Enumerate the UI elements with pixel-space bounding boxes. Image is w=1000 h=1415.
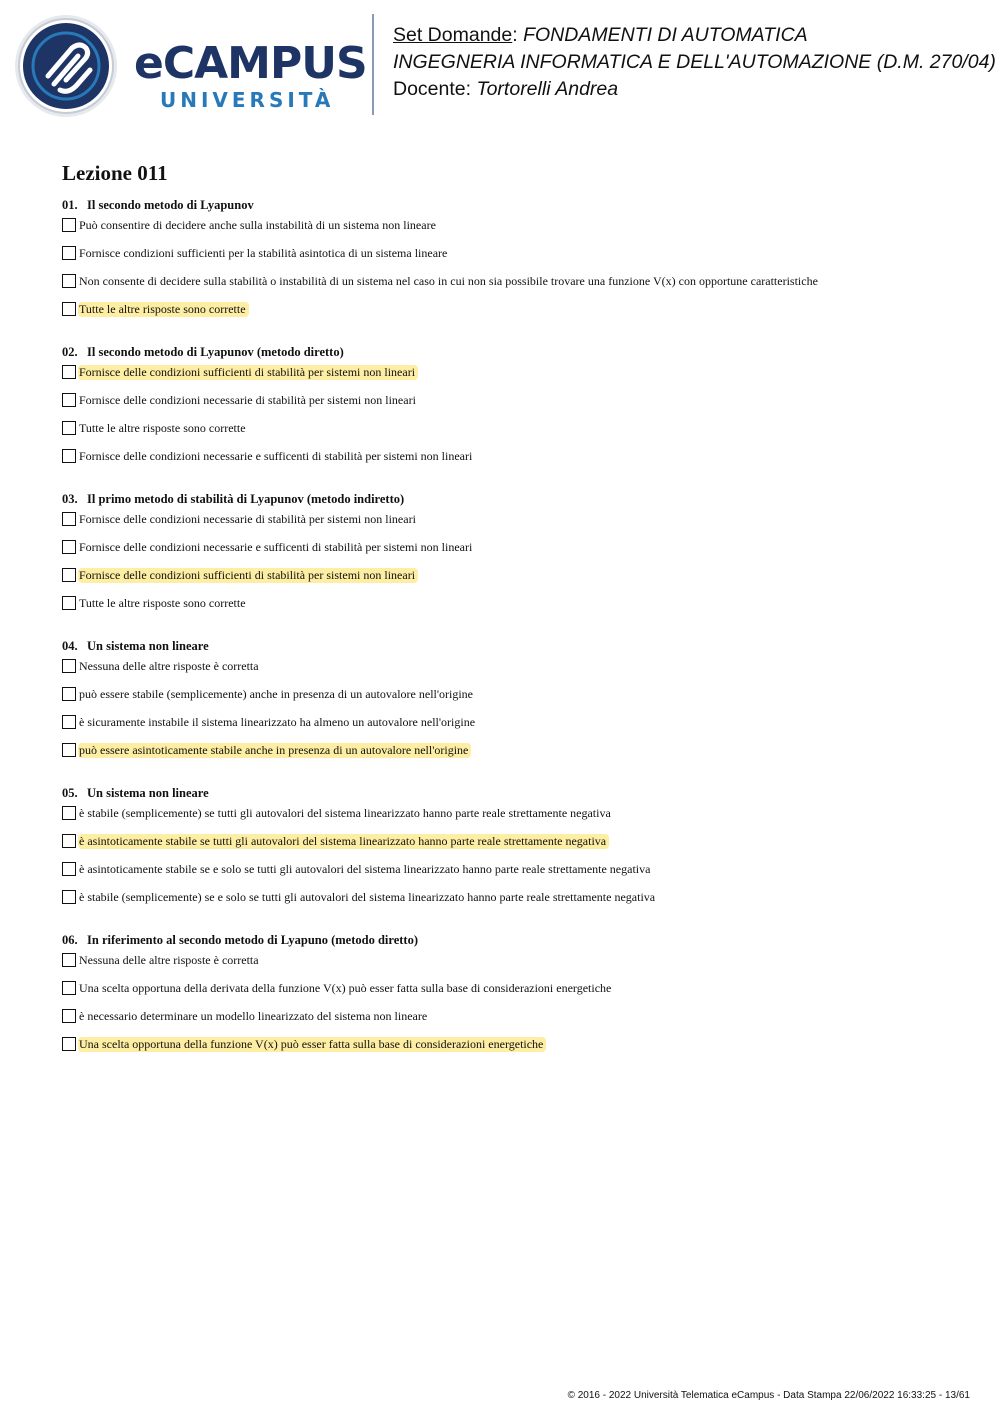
answer-option[interactable] — [62, 246, 962, 274]
question-text: Il secondo metodo di Lyapunov (metodo diretto) — [87, 345, 344, 359]
answer-checkbox[interactable] — [62, 981, 76, 995]
question-block — [62, 490, 962, 624]
logo-subtitle: UNIVERSITÀ — [160, 88, 335, 112]
answer-option[interactable] — [62, 1037, 962, 1065]
answer-text: Tutte le altre risposte sono corrette — [79, 596, 246, 610]
answer-text: Tutte le altre risposte sono corrette — [79, 421, 246, 435]
answer-text: Non consente di decidere sulla stabilità o instabilità di un sistema nel caso in cui non sia possibile trovare una funzione V(x) con opportune caratteristiche — [79, 274, 818, 288]
answer-checkbox[interactable] — [62, 659, 76, 673]
answer-checkbox[interactable] — [62, 834, 76, 848]
question-number: 05. — [62, 786, 78, 800]
answer-option[interactable] — [62, 981, 962, 1009]
answer-text: Fornisce delle condizioni necessarie e sufficenti di stabilità per sistemi non lineari — [79, 449, 473, 463]
answer-text: Fornisce condizioni sufficienti per la stabilità asintotica di un sistema lineare — [79, 246, 448, 260]
answer-option[interactable] — [62, 953, 962, 981]
answer-checkbox[interactable] — [62, 302, 76, 316]
question-title — [62, 784, 962, 806]
answer-checkbox[interactable] — [62, 512, 76, 526]
answer-option[interactable] — [62, 806, 962, 834]
correct-answer-text: Fornisce delle condizioni sufficienti di stabilità per sistemi non lineari — [78, 365, 418, 380]
answer-text: è sicuramente instabile il sistema linearizzato ha almeno un autovalore nell'origine — [79, 715, 476, 729]
question-block — [62, 931, 962, 1065]
answer-option[interactable] — [62, 421, 962, 449]
answer-text: Una scelta opportuna della derivata della funzione V(x) può esser fatta sulla base di considerazioni energetiche — [79, 981, 612, 995]
answer-option[interactable] — [62, 393, 962, 421]
answer-option[interactable] — [62, 274, 962, 302]
answer-option[interactable] — [62, 743, 962, 771]
question-text: Il primo metodo di stabilità di Lyapunov (metodo indiretto) — [87, 492, 405, 506]
course-name: FONDAMENTI DI AUTOMATICA — [523, 24, 808, 46]
answer-checkbox[interactable] — [62, 449, 76, 463]
question-text: Un sistema non lineare — [87, 786, 209, 800]
question-list — [62, 196, 962, 1078]
answer-text: Può consentire di decidere anche sulla instabilità di un sistema non lineare — [79, 218, 436, 232]
question-title — [62, 343, 962, 365]
question-text: In riferimento al secondo metodo di Lyapuno (metodo diretto) — [87, 933, 419, 947]
answer-checkbox[interactable] — [62, 687, 76, 701]
answer-checkbox[interactable] — [62, 596, 76, 610]
answer-checkbox[interactable] — [62, 1009, 76, 1023]
correct-answer-text: Una scelta opportuna della funzione V(x) può esser fatta sulla base di considerazioni energetiche — [78, 1037, 546, 1052]
answer-checkbox[interactable] — [62, 743, 76, 757]
answer-option[interactable] — [62, 596, 962, 624]
answer-text: Nessuna delle altre risposte è corretta — [79, 953, 259, 967]
question-block — [62, 637, 962, 771]
answer-text: è necessario determinare un modello linearizzato del sistema non lineare — [79, 1009, 428, 1023]
answer-checkbox[interactable] — [62, 274, 76, 288]
answer-checkbox[interactable] — [62, 953, 76, 967]
answer-checkbox[interactable] — [62, 715, 76, 729]
question-number: 06. — [62, 933, 78, 947]
answer-checkbox[interactable] — [62, 421, 76, 435]
answer-checkbox[interactable] — [62, 540, 76, 554]
answer-checkbox[interactable] — [62, 218, 76, 232]
header-line-teacher — [393, 76, 996, 103]
question-block — [62, 343, 962, 477]
header-divider — [372, 14, 374, 115]
answer-text: è asintoticamente stabile se e solo se tutti gli autovalori del sistema linearizzato hanno parte reale strettamente negativa — [79, 862, 651, 876]
question-block — [62, 784, 962, 918]
question-number: 01. — [62, 198, 78, 212]
answer-option[interactable] — [62, 540, 962, 568]
answer-option[interactable] — [62, 715, 962, 743]
answer-option[interactable] — [62, 365, 962, 393]
answer-checkbox[interactable] — [62, 246, 76, 260]
header-info — [393, 22, 996, 103]
question-title — [62, 931, 962, 953]
answer-option[interactable] — [62, 449, 962, 477]
teacher-name: Tortorelli Andrea — [476, 78, 619, 100]
answer-option[interactable] — [62, 218, 962, 246]
question-number: 02. — [62, 345, 78, 359]
answer-option[interactable] — [62, 687, 962, 715]
answer-checkbox[interactable] — [62, 568, 76, 582]
correct-answer-text: Tutte le altre risposte sono corrette — [78, 302, 249, 317]
set-separator: : — [512, 24, 524, 46]
set-label: Set Domande — [393, 24, 513, 46]
logo-wordmark: eCAMPUS — [134, 38, 367, 89]
answer-option[interactable] — [62, 659, 962, 687]
question-block — [62, 196, 962, 330]
answer-option[interactable] — [62, 302, 962, 330]
answer-text: Fornisce delle condizioni necessarie e sufficenti di stabilità per sistemi non lineari — [79, 540, 473, 554]
correct-answer-text: è asintoticamente stabile se tutti gli autovalori del sistema linearizzato hanno parte reale strettamente negativa — [78, 834, 609, 849]
page-header — [0, 0, 1000, 130]
answer-option[interactable] — [62, 862, 962, 890]
answer-text: Fornisce delle condizioni necessarie di stabilità per sistemi non lineari — [79, 393, 416, 407]
answer-checkbox[interactable] — [62, 1037, 76, 1051]
answer-option[interactable] — [62, 512, 962, 540]
answer-option[interactable] — [62, 890, 962, 918]
question-text: Un sistema non lineare — [87, 639, 209, 653]
answer-option[interactable] — [62, 1009, 962, 1037]
ecampus-logo — [14, 14, 367, 118]
answer-checkbox[interactable] — [62, 806, 76, 820]
question-title — [62, 490, 962, 512]
ecampus-logo-icon — [14, 14, 118, 118]
answer-checkbox[interactable] — [62, 890, 76, 904]
answer-checkbox[interactable] — [62, 365, 76, 379]
correct-answer-text: può essere asintoticamente stabile anche in presenza di un autovalore nell'origine — [78, 743, 471, 758]
answer-text: è stabile (semplicemente) se tutti gli autovalori del sistema linearizzato hanno parte reale strettamente negativa — [79, 806, 611, 820]
lesson-title: Lezione 011 — [62, 161, 168, 185]
answer-text: può essere stabile (semplicemente) anche in presenza di un autovalore nell'origine — [79, 687, 474, 701]
page-footer: © 2016 - 2022 Università Telematica eCampus - Data Stampa 22/06/2022 16:33:25 - 13/61 — [567, 1390, 970, 1401]
answer-text: Fornisce delle condizioni necessarie di stabilità per sistemi non lineari — [79, 512, 416, 526]
question-title — [62, 196, 962, 218]
header-line-course — [393, 22, 996, 49]
question-title — [62, 637, 962, 659]
answer-checkbox[interactable] — [62, 862, 76, 876]
answer-option[interactable] — [62, 834, 962, 862]
answer-checkbox[interactable] — [62, 393, 76, 407]
correct-answer-text: Fornisce delle condizioni sufficienti di stabilità per sistemi non lineari — [78, 568, 418, 583]
answer-text: è stabile (semplicemente) se e solo se tutti gli autovalori del sistema linearizzato hanno parte reale strettamente negativa — [79, 890, 656, 904]
question-text: Il secondo metodo di Lyapunov — [87, 198, 254, 212]
degree-name: INGEGNERIA INFORMATICA E DELL'AUTOMAZIONE (D.M. 270/04) — [393, 51, 996, 73]
question-number: 04. — [62, 639, 78, 653]
question-number: 03. — [62, 492, 78, 506]
answer-text: Nessuna delle altre risposte è corretta — [79, 659, 259, 673]
answer-option[interactable] — [62, 568, 962, 596]
teacher-label: Docente: — [393, 78, 477, 100]
